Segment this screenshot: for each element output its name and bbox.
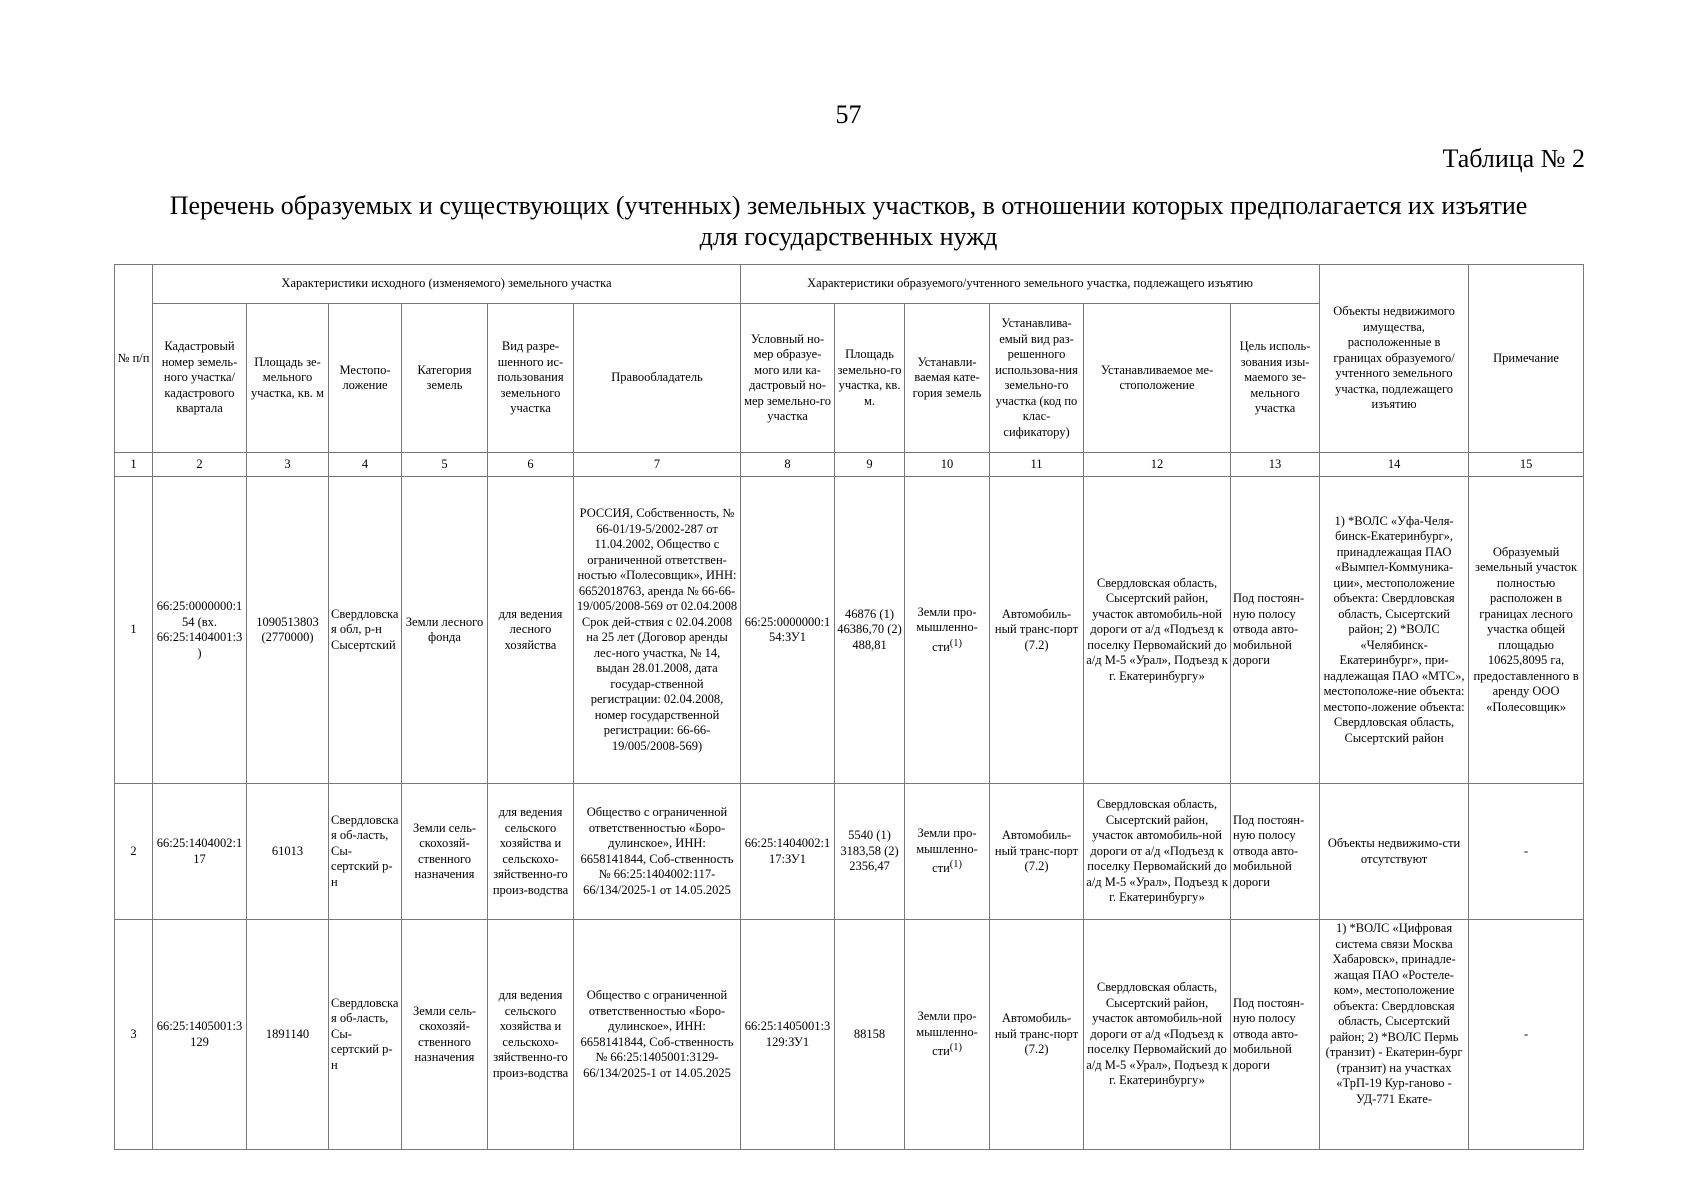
parcel-location: Свердловская об-ласть, Сы-сертский р-н: [329, 784, 402, 920]
purpose: Под постоян-ную полосу отвода авто-мобильной дороги: [1231, 784, 1320, 920]
new-number: 66:25:0000000:154:ЗУ1: [741, 477, 835, 784]
purpose: Под постоян-ную полосу отвода авто-мобильной дороги: [1231, 477, 1320, 784]
group-header-formed-parcel: Характеристики образуемого/учтенного земельного участка, подлежащего изъятию: [741, 265, 1320, 304]
page-number: 57: [835, 100, 862, 129]
new-use: Автомобиль-ный транс-порт (7.2): [990, 784, 1084, 920]
footnote-mark: (1): [949, 859, 962, 871]
column-number: 4: [329, 453, 402, 477]
new-area: 88158: [835, 920, 905, 1150]
real-estate-objects: 1) *ВОЛС «Уфа-Челя-бинск-Екатеринбург», принадлежащая ПАО «Вымпел-Коммуника-ции», местоположение объекта: Свердловская область, Сысертский район; 2) *ВОЛС «Челябинск-Екатеринбург», при-надлежащая ПАО «МТС», местоположе-ние объекта: местопо-ложение объекта: Свердловская область, Сысертский район: [1320, 477, 1469, 784]
column-number: 12: [1084, 453, 1231, 477]
group-header-row: [115, 265, 1584, 304]
column-number: 6: [488, 453, 574, 477]
real-estate-objects: Объекты недвижимо-сти отсутствуют: [1320, 784, 1469, 920]
new-category: [905, 920, 990, 1150]
column-number: 3: [247, 453, 329, 477]
new-category-text: Земли про-мышленно-сти: [916, 604, 978, 654]
column-number: 11: [990, 453, 1084, 477]
new-use: Автомобиль-ный транс-порт (7.2): [990, 920, 1084, 1150]
column-number: 7: [574, 453, 741, 477]
note: -: [1469, 920, 1584, 1150]
column-number-row: [115, 453, 1584, 477]
table-caption: Таблица № 2: [1442, 144, 1585, 173]
column-number: 5: [402, 453, 488, 477]
header-land-category: Категория земель: [402, 304, 488, 453]
cadastral-number: 66:25:1405001:3129: [153, 920, 247, 1150]
owner: Общество с ограниченной ответственностью «Боро-дулинское», ИНН: 6658141844, Соб-ственность № 66:25:1404002:117-66/134/2025-1 от 14.05.2025: [574, 784, 741, 920]
cadastral-number: 66:25:0000000:154 (вх. 66:25:1404001:3): [153, 477, 247, 784]
permitted-use: для ведения сельского хозяйства и сельскохо-зяйственно-го произ-водства: [488, 920, 574, 1150]
column-number: 14: [1320, 453, 1469, 477]
land-category: Земли сель-скохозяй-ственного назначения: [402, 920, 488, 1150]
land-category: Земли лесного фонда: [402, 477, 488, 784]
header-permitted-use: Вид разре-шенного ис-пользования земельного участка: [488, 304, 574, 453]
owner: Общество с ограниченной ответственностью «Боро-дулинское», ИНН: 6658141844, Соб-ственность № 66:25:1405001:3129-66/134/2025-1 от 14.05.2025: [574, 920, 741, 1150]
owner: РОССИЯ, Собственность, № 66-01/19-5/2002-287 от 11.04.2002, Общество с ограниченной ответствен-ностью «Полесовщик», ИНН: 6652018763, аренда № 66-66-19/005/2008-569 от 02.04.2008 Срок дей-ствия с 02.04.2008 на 25 лет (Договор аренды лес-ного участка, № 14, выдан 28.01.2008, дата государ-ственной регистрации: 02.04.2008, номер государственной регистрации: 66-66-19/005/2008-569): [574, 477, 741, 784]
note: -: [1469, 784, 1584, 920]
header-location: Местопо-ложение: [329, 304, 402, 453]
header-area: Площадь зе-мельного участка, кв. м: [247, 304, 329, 453]
note: Образуемый земельный участок полностью расположен в границах лесного участка общей площадью 10625,8095 га, предоставленного в аренду ООО «Полесовщик»: [1469, 477, 1584, 784]
new-location: Свердловская область, Сысертский район, участок автомобиль-ной дороги от а/д «Подъезд к поселку Первомайский до а/д М-5 «Урал», Подъезд к г. Екатеринбургу»: [1084, 784, 1231, 920]
header-new-number: Условный но-мер образуе-мого или ка-дастровый но-мер земельно-го участка: [741, 304, 835, 453]
new-category: [905, 784, 990, 920]
table-row: [115, 784, 1584, 920]
new-category-text: Земли про-мышленно-сти: [916, 826, 978, 876]
new-category: [905, 477, 990, 784]
table-row: [115, 477, 1584, 784]
header-new-use: Устанавлива-емый вид раз-решенного использова-ния земельно-го участка (код по клас-сификатору): [990, 304, 1084, 453]
permitted-use: для ведения сельского хозяйства и сельскохо-зяйственно-го произ-водства: [488, 784, 574, 920]
permitted-use: для ведения лесного хозяйства: [488, 477, 574, 784]
new-number: 66:25:1404002:117:ЗУ1: [741, 784, 835, 920]
new-location: Свердловская область, Сысертский район, участок автомобиль-ной дороги от а/д «Подъезд к поселку Первомайский до а/д М-5 «Урал», Подъезд к г. Екатеринбургу»: [1084, 920, 1231, 1150]
footnote-mark: (1): [949, 1042, 962, 1054]
column-number: 10: [905, 453, 990, 477]
column-number: 8: [741, 453, 835, 477]
column-number: 2: [153, 453, 247, 477]
group-header-source-parcel: Характеристики исходного (изменяемого) земельного участка: [153, 265, 741, 304]
new-location: Свердловская область, Сысертский район, участок автомобиль-ной дороги от а/д «Подъезд к поселку Первомайский до а/д М-5 «Урал», Подъезд к г. Екатеринбургу»: [1084, 477, 1231, 784]
row-number: 2: [115, 784, 153, 920]
land-category: Земли сель-скохозяй-ственного назначения: [402, 784, 488, 920]
document-title: Перечень образуемых и существующих (учтенных) земельных участков, в отношении которых предполагается их изъятие для государственных нужд: [169, 191, 1528, 251]
header-row-number: № п/п: [115, 265, 153, 453]
cadastral-number: 66:25:1404002:117: [153, 784, 247, 920]
new-use: Автомобиль-ный транс-порт (7.2): [990, 477, 1084, 784]
purpose: Под постоян-ную полосу отвода авто-мобильной дороги: [1231, 920, 1320, 1150]
parcel-location: Свердловская об-ласть, Сы-сертский р-н: [329, 920, 402, 1150]
parcel-location: Свердловская обл, р-н Сысертский: [329, 477, 402, 784]
parcel-area: 61013: [247, 784, 329, 920]
header-new-location: Устанавливаемое ме-стоположение: [1084, 304, 1231, 453]
new-category-text: Земли про-мышленно-сти: [916, 1009, 978, 1059]
parcel-area: 1891140: [247, 920, 329, 1150]
new-area: 46876 (1) 46386,70 (2) 488,81: [835, 477, 905, 784]
header-new-category: Устанавли-ваемая кате-гория земель: [905, 304, 990, 453]
header-purpose: Цель исполь-зования изы-маемого зе-мельного участка: [1231, 304, 1320, 453]
column-number: 1: [115, 453, 153, 477]
column-number: 13: [1231, 453, 1320, 477]
header-owner: Правообладатель: [574, 304, 741, 453]
real-estate-objects: 1) *ВОЛС «Цифровая система связи Москва Хабаровск», принадле-жащая ПАО «Ростеле-ком», местоположение объекта: Свердловская область, Сысертский район; 2) *ВОЛС Пермь (транзит) - Екатерин-бург (транзит) на участках «ТрП-19 Кур-ганово - УД-771 Екате-: [1320, 920, 1469, 1150]
new-number: 66:25:1405001:3129:ЗУ1: [741, 920, 835, 1150]
column-number: 9: [835, 453, 905, 477]
header-cadastral-number: Кадастровый номер земель-ного участка/ кадастрового квартала: [153, 304, 247, 453]
new-area: 5540 (1) 3183,58 (2) 2356,47: [835, 784, 905, 920]
parcel-area: 1090513803 (2770000): [247, 477, 329, 784]
table-row: [115, 920, 1584, 1150]
header-objects: Объекты недвижимого имущества, расположенные в границах образуемого/учтенного земельного участка, подлежащего изъятию: [1320, 265, 1469, 453]
header-note: Примечание: [1469, 265, 1584, 453]
row-number: 1: [115, 477, 153, 784]
row-number: 3: [115, 920, 153, 1150]
column-number: 15: [1469, 453, 1584, 477]
land-parcels-table: [114, 264, 1584, 1150]
header-new-area: Площадь земельно-го участка, кв. м.: [835, 304, 905, 453]
footnote-mark: (1): [949, 637, 962, 649]
